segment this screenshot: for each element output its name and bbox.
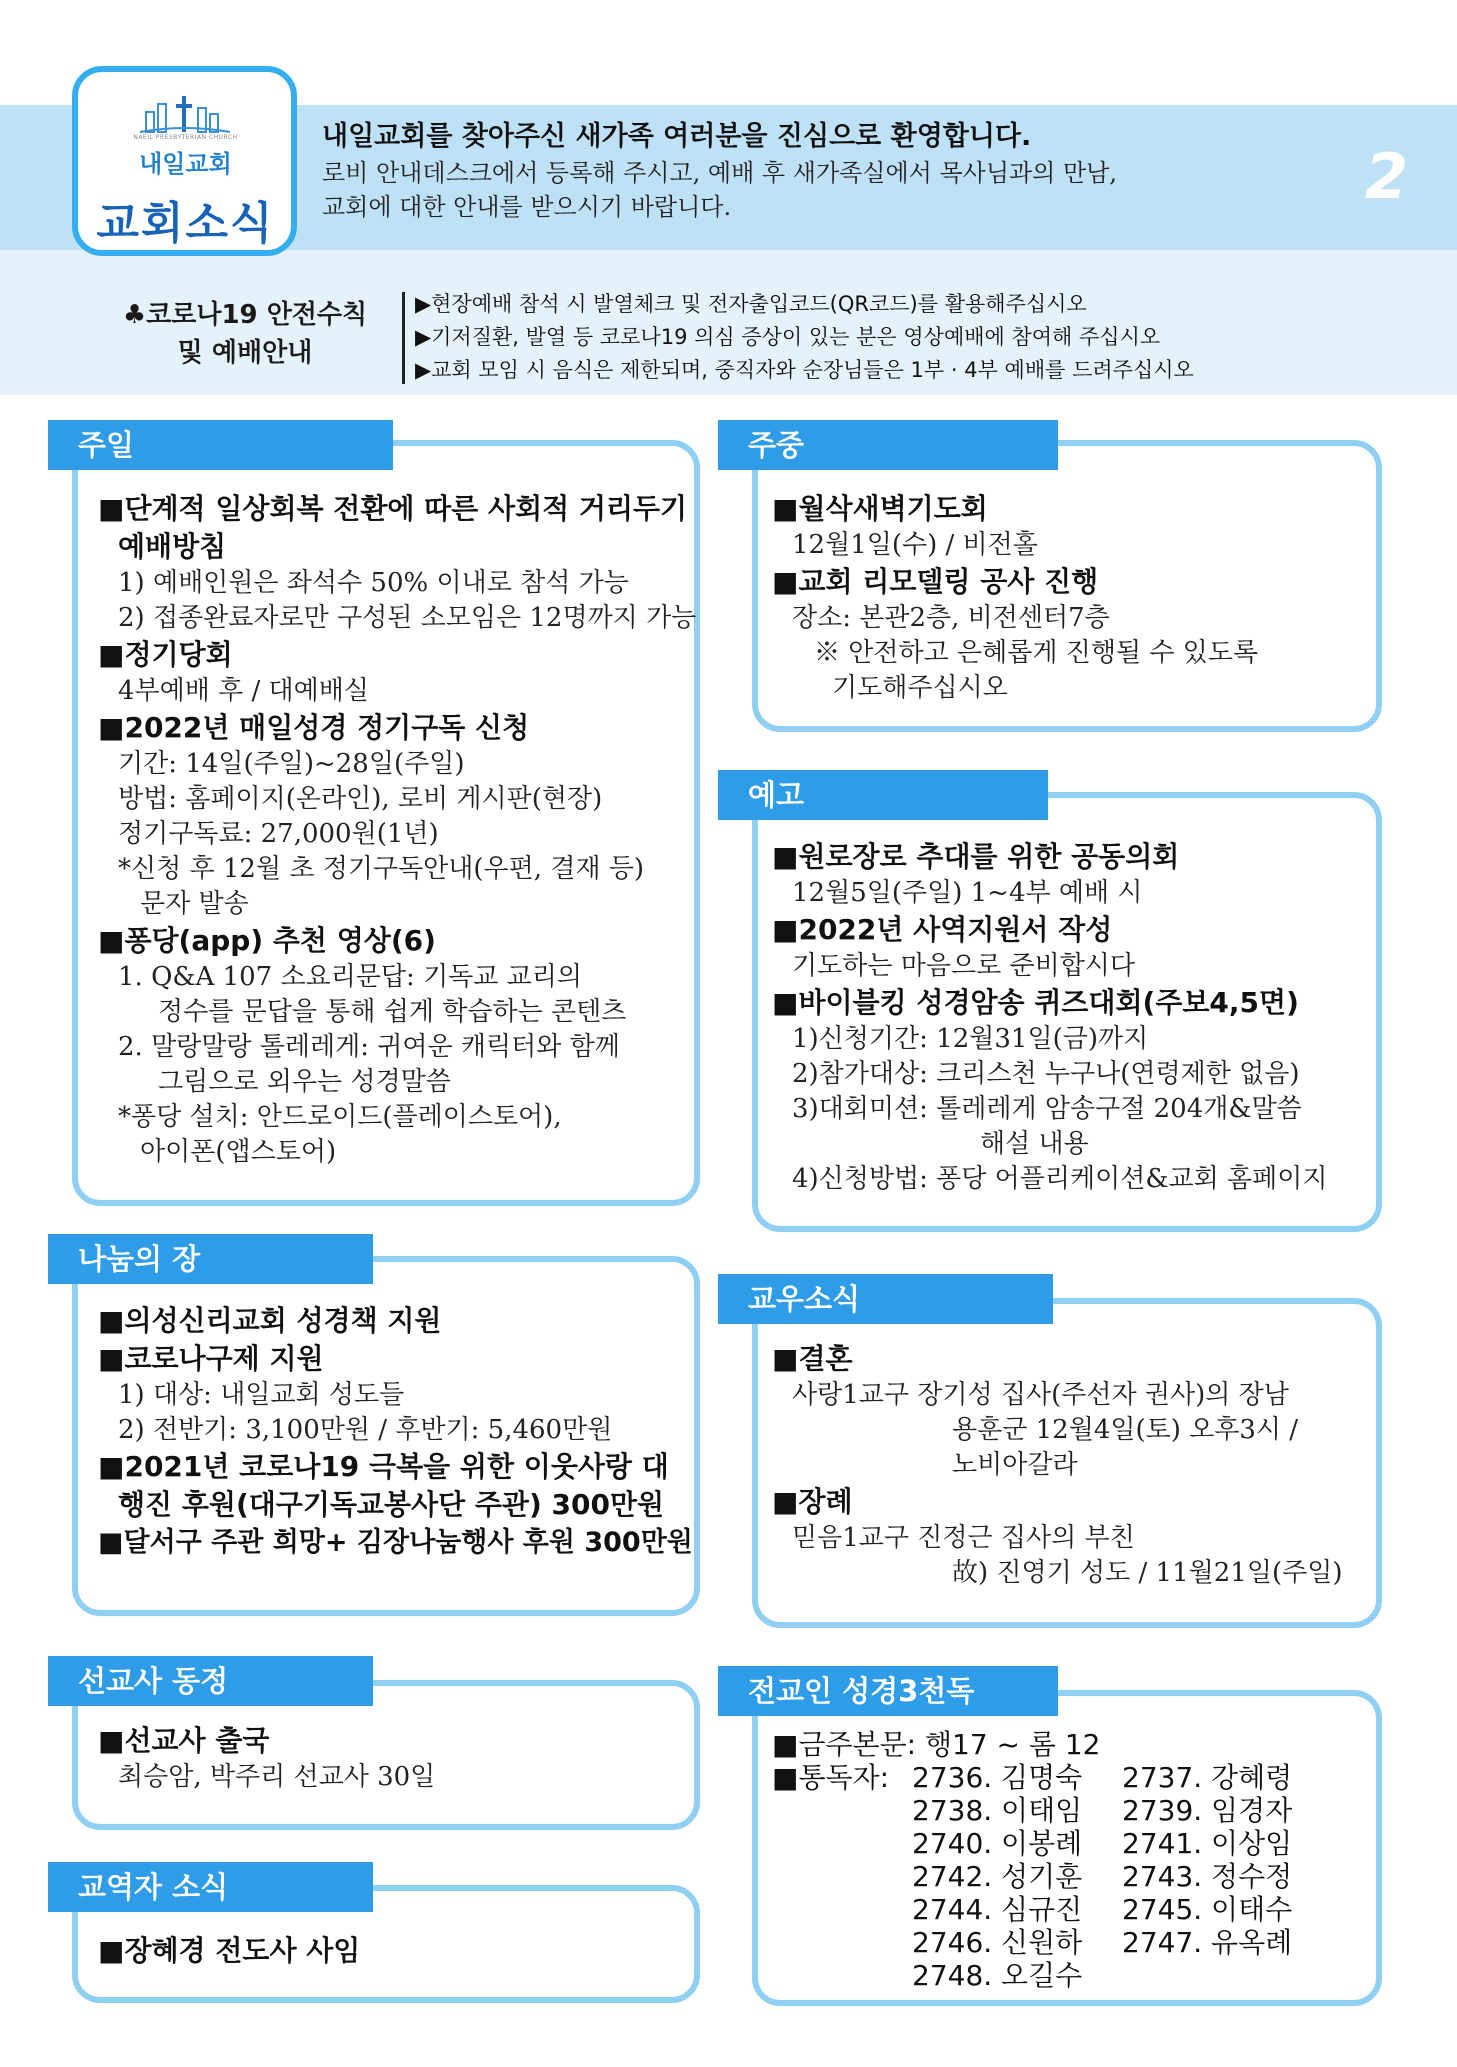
item-text: 2)참가대상: 크리스천 누구나(연령제한 없음) [792, 1059, 1300, 1089]
item-heading: ■코로나구제 지원 [98, 1342, 324, 1375]
item-text: 4)신청방법: 퐁당 어플리케이션&교회 홈페이지 [792, 1164, 1328, 1194]
item-text: 정기구독료: 27,000원(1년) [118, 819, 439, 849]
reader-entry: 2738. 이태임 [912, 1794, 1083, 1827]
item-text: 정수를 문답을 통해 쉽게 학습하는 콘텐츠 [158, 997, 627, 1027]
item-text: 2) 접종완료자로만 구성된 소모임은 12명까지 가능 [118, 603, 697, 633]
item-heading: ■장혜경 전도사 사임 [98, 1934, 361, 1967]
item-text: *신청 후 12월 초 정기구독안내(우편, 결재 등) [118, 854, 645, 884]
item-heading: ■장례 [772, 1485, 853, 1518]
item-text: 기간: 14일(주일)~28일(주일) [118, 749, 465, 779]
notice-item: ▶기저질환, 발열 등 코로나19 의심 증상이 있는 분은 영상예배에 참여해 주십시오 [415, 325, 1161, 349]
members-title: 교우소식 [718, 1274, 1053, 1324]
item-text: 2) 전반기: 3,100만원 / 후반기: 5,460만원 [118, 1415, 613, 1445]
item-heading: ■2021년 코로나19 극복을 위한 이웃사랑 대 [98, 1450, 669, 1483]
reader-row [772, 1860, 1382, 1893]
sharing-content [98, 1302, 698, 1562]
item-heading: ■달서구 주관 희망+ 김장나눔행사 후원 300만원 [98, 1527, 693, 1558]
item-heading: ■월삭새벽기도회 [772, 492, 988, 525]
item-heading: ■2022년 매일성경 정기구독 신청 [98, 711, 530, 744]
item-text: 믿음1교구 진정근 집사의 부친 [792, 1523, 1135, 1553]
reader-entry: 2737. 강혜령 [1122, 1761, 1293, 1794]
item-text: 노비아갈라 [952, 1450, 1078, 1480]
reader-row [772, 1959, 1382, 1992]
reader-entry: 2740. 이봉례 [912, 1827, 1083, 1860]
welcome-title: 내일교회를 찾아주신 새가족 여러분을 진심으로 환영합니다. [322, 121, 1032, 152]
notice-item: ▶현장예배 참석 시 발열체크 및 전자출입코드(QR코드)를 활용해주십시오 [415, 292, 1087, 316]
reader-row [772, 1761, 1382, 1794]
item-text: 기도해주십시오 [832, 673, 1008, 703]
item-text: 1) 예배인원은 좌석수 50% 이내로 참석 가능 [118, 568, 629, 598]
reader-entry: 2742. 성기훈 [912, 1860, 1083, 1893]
upcoming-title: 예고 [718, 770, 1048, 820]
item-text: *퐁당 설치: 안드로이드(플레이스토어), [118, 1102, 562, 1132]
missionary-title: 선교사 동정 [48, 1656, 373, 1706]
logo-small-text: NAEIL PRESBYTERIAN CHURCH [133, 134, 238, 141]
logo-name: 내일교회 [139, 150, 232, 178]
weekday-content [772, 490, 1372, 706]
item-text: 3)대회미션: 톨레레게 암송구절 204개&말씀 [792, 1094, 1302, 1124]
item-text: 용훈군 12월4일(토) 오후3시 / [952, 1415, 1299, 1445]
item-text: ※ 안전하고 은혜롭게 진행될 수 있도록 [814, 638, 1259, 668]
reader-entry: 2741. 이상임 [1122, 1827, 1293, 1860]
item-text: 4부예배 후 / 대예배실 [118, 676, 370, 706]
item-heading: ■교회 리모델링 공사 진행 [772, 565, 1099, 598]
item-heading: ■정기당회 [98, 638, 233, 671]
item-text: 문자 발송 [140, 889, 249, 919]
item-text: 사랑1교구 장기성 집사(주선자 권사)의 장남 [792, 1380, 1289, 1410]
reader-row [772, 1827, 1382, 1860]
item-heading: ■퐁당(app) 추천 영상(6) [98, 924, 436, 957]
church-logo-box [72, 66, 297, 256]
upcoming-content [772, 838, 1382, 1197]
item-text: 12월1일(수) / 비전홀 [792, 530, 1038, 560]
reader-entry: 2748. 오길수 [912, 1959, 1083, 1992]
item-heading: ■원로장로 추대를 위한 공동의회 [772, 840, 1180, 873]
reader-entry: 2739. 임경자 [1122, 1794, 1293, 1827]
item-heading: ■단계적 일상회복 전환에 따른 사회적 거리두기 [98, 492, 688, 525]
item-heading: ■바이블킹 성경암송 퀴즈대회(주보4,5면) [772, 986, 1299, 1019]
corona-notice-heading [95, 296, 395, 372]
sharing-title: 나눔의 장 [48, 1234, 373, 1284]
item-text: 1)신청기간: 12월31일(금)까지 [792, 1024, 1149, 1054]
bible-reading-title: 전교인 성경3천독 [718, 1666, 1058, 1716]
item-text: 기도하는 마음으로 준비합시다 [792, 951, 1136, 981]
corona-notice-list [415, 288, 1435, 387]
staff-title: 교역자 소식 [48, 1862, 373, 1912]
item-text: 1) 대상: 내일교회 성도들 [118, 1380, 405, 1410]
item-text: 2. 말랑말랑 톨레레게: 귀여운 캐릭터와 함께 [118, 1032, 620, 1062]
item-text: 아이폰(앱스토어) [140, 1137, 337, 1167]
item-text: 해설 내용 [980, 1129, 1089, 1159]
missionary-content [98, 1722, 698, 1795]
staff-content [98, 1932, 698, 1970]
reader-entry: 2743. 정수정 [1122, 1860, 1293, 1893]
bible-reading-content [772, 1728, 1382, 1992]
item-text: 1. Q&A 107 소요리문답: 기독교 교리의 [118, 962, 583, 992]
welcome-line: 교회에 대한 안내를 받으시기 바랍니다. [322, 193, 732, 221]
corona-heading-line: 및 예배안내 [177, 338, 313, 368]
notice-item: ▶교회 모임 시 음식은 제한되며, 중직자와 순장님들은 1부 · 4부 예배를 드려주십시오 [415, 358, 1194, 382]
item-text: 12월5일(주일) 1~4부 예배 시 [792, 878, 1143, 908]
welcome-line: 로비 안내데스크에서 등록해 주시고, 예배 후 새가족실에서 목사님과의 만남, [322, 159, 1117, 187]
item-heading: 예배방침 [118, 530, 227, 563]
reader-entry: 2746. 신원하 [912, 1926, 1083, 1959]
item-heading: ■2022년 사역지원서 작성 [772, 913, 1113, 946]
item-text: 장소: 본관2층, 비전센터7층 [792, 603, 1110, 633]
weekday-title: 주중 [718, 420, 1058, 470]
reader-entry: 2744. 심규진 [912, 1893, 1083, 1926]
item-heading: 행진 후원(대구기독교봉사단 주관) 300만원 [118, 1488, 665, 1521]
item-heading: ■의성신리교회 성경책 지원 [98, 1304, 442, 1337]
divider [402, 292, 405, 384]
reader-entry: 2736. 김명숙 [912, 1761, 1083, 1794]
reader-row [772, 1794, 1382, 1827]
corona-heading-line: ♣코로나19 안전수칙 [122, 300, 368, 330]
church-logo-icon [138, 94, 233, 134]
reader-entry: 2745. 이태수 [1122, 1893, 1293, 1926]
sunday-content [98, 490, 698, 1170]
sunday-title: 주일 [48, 420, 393, 470]
item-heading: ■선교사 출국 [98, 1724, 270, 1757]
page-number: 2 [1365, 140, 1409, 213]
readers-label: ■통독자: [772, 1761, 890, 1794]
item-heading: ■결혼 [772, 1342, 853, 1375]
item-text: 그림으로 외우는 성경말씀 [158, 1067, 451, 1097]
reader-entry: 2747. 유옥례 [1122, 1926, 1293, 1959]
this-week-passage: ■금주본문: 행17 ~ 롬 12 [772, 1728, 1101, 1761]
item-text: 방법: 홈페이지(온라인), 로비 게시판(현장) [118, 784, 603, 814]
item-text: 최승암, 박주리 선교사 30일 [118, 1762, 436, 1792]
item-text: 故) 진영기 성도 / 11월21일(주일) [952, 1558, 1343, 1588]
reader-row [772, 1926, 1382, 1959]
welcome-message [322, 118, 1322, 224]
section-title: 교회소식 [96, 198, 275, 249]
members-content [772, 1340, 1382, 1591]
reader-row [772, 1893, 1382, 1926]
